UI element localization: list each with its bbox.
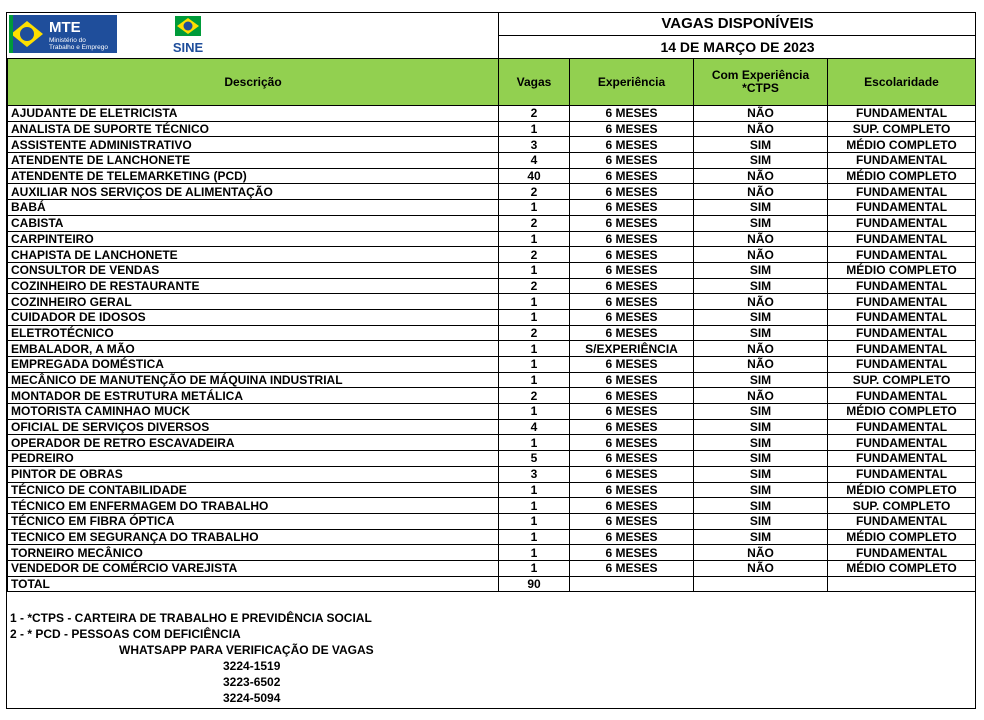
table-row	[8, 215, 976, 231]
cell-escolaridade: FUNDAMENTAL	[828, 545, 976, 561]
cell-descricao: TÉCNICO EM ENFERMAGEM DO TRABALHO	[8, 498, 499, 514]
cell-vagas: 2	[499, 247, 570, 263]
mte-logo-text: MTE	[49, 19, 81, 36]
cell-descricao: CHAPISTA DE LANCHONETE	[8, 247, 499, 263]
table-row	[8, 121, 976, 137]
sine-logo-text: SINE	[172, 40, 204, 55]
cell-escolaridade: FUNDAMENTAL	[828, 451, 976, 467]
cell-escolaridade: FUNDAMENTAL	[828, 106, 976, 122]
cell-vagas: 1	[499, 529, 570, 545]
mte-logo	[9, 15, 117, 53]
total-row	[8, 576, 976, 592]
cell-descricao: AUXILIAR NOS SERVIÇOS DE ALIMENTAÇÃO	[8, 184, 499, 200]
cell-experiencia: 6 MESES	[570, 153, 694, 169]
cell-ctps: SIM	[694, 482, 828, 498]
cell-experiencia: 6 MESES	[570, 294, 694, 310]
cell-descricao: COZINHEIRO DE RESTAURANTE	[8, 278, 499, 294]
cell-descricao: TECNICO EM SEGURANÇA DO TRABALHO	[8, 529, 499, 545]
table-body	[8, 106, 976, 577]
cell-vagas: 40	[499, 168, 570, 184]
col-header-descricao: Descrição	[8, 59, 499, 106]
cell-ctps: SIM	[694, 153, 828, 169]
cell-escolaridade: FUNDAMENTAL	[828, 435, 976, 451]
cell-experiencia: 6 MESES	[570, 560, 694, 576]
cell-vagas: 1	[499, 121, 570, 137]
table-row	[8, 560, 976, 576]
cell-descricao: TORNEIRO MECÂNICO	[8, 545, 499, 561]
cell-experiencia: 6 MESES	[570, 106, 694, 122]
cell-vagas: 1	[499, 498, 570, 514]
cell-escolaridade: MÉDIO COMPLETO	[828, 529, 976, 545]
cell-experiencia: S/EXPERIÊNCIA	[570, 341, 694, 357]
phone-1: 3224-1519	[223, 659, 281, 673]
table-row	[8, 466, 976, 482]
table-row	[8, 309, 976, 325]
cell-ctps: NÃO	[694, 388, 828, 404]
table-row	[8, 168, 976, 184]
cell-vagas: 2	[499, 184, 570, 200]
cell-experiencia: 6 MESES	[570, 451, 694, 467]
cell-escolaridade: FUNDAMENTAL	[828, 184, 976, 200]
cell-experiencia: 6 MESES	[570, 262, 694, 278]
table-row	[8, 372, 976, 388]
cell-experiencia: 6 MESES	[570, 357, 694, 373]
cell-vagas: 1	[499, 513, 570, 529]
cell-escolaridade: FUNDAMENTAL	[828, 309, 976, 325]
cell-experiencia: 6 MESES	[570, 435, 694, 451]
cell-escolaridade: FUNDAMENTAL	[828, 153, 976, 169]
cell-descricao: VENDEDOR DE COMÉRCIO VAREJISTA	[8, 560, 499, 576]
table-row	[8, 498, 976, 514]
cell-escolaridade: FUNDAMENTAL	[828, 357, 976, 373]
cell-vagas: 4	[499, 419, 570, 435]
cell-ctps: NÃO	[694, 184, 828, 200]
cell-vagas: 4	[499, 153, 570, 169]
table-row	[8, 419, 976, 435]
cell-ctps: SIM	[694, 278, 828, 294]
table-row	[8, 325, 976, 341]
logos-area	[7, 13, 498, 58]
table-row	[8, 231, 976, 247]
cell-escolaridade: FUNDAMENTAL	[828, 294, 976, 310]
mte-logo-sub1: Ministério do	[49, 37, 86, 44]
cell-experiencia: 6 MESES	[570, 247, 694, 263]
cell-ctps: SIM	[694, 262, 828, 278]
cell-escolaridade: MÉDIO COMPLETO	[828, 137, 976, 153]
cell-ctps: SIM	[694, 309, 828, 325]
table-row	[8, 435, 976, 451]
cell-experiencia: 6 MESES	[570, 121, 694, 137]
cell-descricao: CABISTA	[8, 215, 499, 231]
cell-descricao: OFICIAL DE SERVIÇOS DIVERSOS	[8, 419, 499, 435]
cell-escolaridade: MÉDIO COMPLETO	[828, 404, 976, 420]
cell-experiencia: 6 MESES	[570, 137, 694, 153]
table-row	[8, 482, 976, 498]
cell-escolaridade: FUNDAMENTAL	[828, 513, 976, 529]
cell-vagas: 3	[499, 137, 570, 153]
cell-escolaridade: SUP. COMPLETO	[828, 121, 976, 137]
cell-vagas: 1	[499, 482, 570, 498]
cell-escolaridade: FUNDAMENTAL	[828, 341, 976, 357]
total-label: TOTAL	[8, 576, 499, 592]
table-row	[8, 184, 976, 200]
cell-escolaridade: MÉDIO COMPLETO	[828, 560, 976, 576]
cell-experiencia: 6 MESES	[570, 168, 694, 184]
cell-experiencia: 6 MESES	[570, 200, 694, 216]
cell-descricao: MECÂNICO DE MANUTENÇÃO DE MÁQUINA INDUSTRIAL	[8, 372, 499, 388]
total-empty-cell	[694, 576, 828, 592]
cell-vagas: 1	[499, 341, 570, 357]
sheet-header	[7, 13, 975, 58]
whatsapp-label: WHATSAPP PARA VERIFICAÇÃO DE VAGAS	[119, 643, 374, 657]
cell-descricao: CARPINTEIRO	[8, 231, 499, 247]
table-row	[8, 200, 976, 216]
cell-ctps: SIM	[694, 404, 828, 420]
sine-logo	[163, 15, 213, 57]
cell-escolaridade: FUNDAMENTAL	[828, 247, 976, 263]
cell-vagas: 1	[499, 545, 570, 561]
cell-escolaridade: FUNDAMENTAL	[828, 466, 976, 482]
total-value: 90	[499, 576, 570, 592]
vacancy-table	[7, 58, 976, 592]
cell-experiencia: 6 MESES	[570, 278, 694, 294]
vacancy-sheet	[6, 12, 976, 709]
cell-vagas: 1	[499, 200, 570, 216]
cell-vagas: 1	[499, 435, 570, 451]
mte-logo-sub2: Trabalho e Emprego	[49, 44, 109, 51]
table-row	[8, 153, 976, 169]
cell-escolaridade: MÉDIO COMPLETO	[828, 482, 976, 498]
cell-descricao: BABÁ	[8, 200, 499, 216]
cell-vagas: 2	[499, 215, 570, 231]
cell-descricao: ASSISTENTE ADMINISTRATIVO	[8, 137, 499, 153]
cell-vagas: 5	[499, 451, 570, 467]
table-row	[8, 262, 976, 278]
table-row	[8, 545, 976, 561]
cell-ctps: NÃO	[694, 106, 828, 122]
cell-experiencia: 6 MESES	[570, 309, 694, 325]
cell-vagas: 1	[499, 560, 570, 576]
cell-descricao: TÉCNICO DE CONTABILIDADE	[8, 482, 499, 498]
cell-experiencia: 6 MESES	[570, 466, 694, 482]
cell-descricao: ELETROTÉCNICO	[8, 325, 499, 341]
cell-descricao: ATENDENTE DE LANCHONETE	[8, 153, 499, 169]
cell-experiencia: 6 MESES	[570, 498, 694, 514]
cell-experiencia: 6 MESES	[570, 513, 694, 529]
cell-ctps: NÃO	[694, 357, 828, 373]
table-row	[8, 106, 976, 122]
cell-ctps: NÃO	[694, 560, 828, 576]
table-header-row	[8, 59, 976, 106]
cell-descricao: EMPREGADA DOMÉSTICA	[8, 357, 499, 373]
cell-ctps: SIM	[694, 419, 828, 435]
cell-experiencia: 6 MESES	[570, 529, 694, 545]
cell-escolaridade: SUP. COMPLETO	[828, 498, 976, 514]
cell-ctps: SIM	[694, 435, 828, 451]
cell-descricao: TÉCNICO EM FIBRA ÓPTICA	[8, 513, 499, 529]
cell-ctps: SIM	[694, 215, 828, 231]
cell-escolaridade: FUNDAMENTAL	[828, 388, 976, 404]
cell-escolaridade: MÉDIO COMPLETO	[828, 262, 976, 278]
cell-ctps: SIM	[694, 137, 828, 153]
cell-vagas: 1	[499, 231, 570, 247]
table-row	[8, 404, 976, 420]
cell-vagas: 1	[499, 294, 570, 310]
cell-vagas: 3	[499, 466, 570, 482]
cell-ctps: SIM	[694, 513, 828, 529]
note-pcd: 2 - * PCD - PESSOAS COM DEFICIÊNCIA	[10, 627, 241, 641]
cell-ctps: NÃO	[694, 341, 828, 357]
cell-vagas: 2	[499, 278, 570, 294]
cell-escolaridade: FUNDAMENTAL	[828, 419, 976, 435]
cell-vagas: 2	[499, 106, 570, 122]
table-row	[8, 529, 976, 545]
cell-vagas: 2	[499, 388, 570, 404]
cell-ctps: SIM	[694, 372, 828, 388]
col-header-experiencia: Experiência	[570, 59, 694, 106]
cell-escolaridade: MÉDIO COMPLETO	[828, 168, 976, 184]
page-date: 14 DE MARÇO DE 2023	[498, 36, 976, 58]
cell-escolaridade: FUNDAMENTAL	[828, 215, 976, 231]
table-row	[8, 513, 976, 529]
cell-ctps: NÃO	[694, 545, 828, 561]
table-row	[8, 388, 976, 404]
cell-vagas: 1	[499, 404, 570, 420]
cell-experiencia: 6 MESES	[570, 372, 694, 388]
cell-descricao: MOTORISTA CAMINHAO MUCK	[8, 404, 499, 420]
cell-escolaridade: SUP. COMPLETO	[828, 372, 976, 388]
cell-ctps: SIM	[694, 200, 828, 216]
phone-3: 3224-5094	[223, 691, 281, 705]
col-header-escolaridade: Escolaridade	[828, 59, 976, 106]
cell-descricao: PINTOR DE OBRAS	[8, 466, 499, 482]
notes-section	[7, 610, 975, 706]
cell-escolaridade: FUNDAMENTAL	[828, 325, 976, 341]
cell-ctps: SIM	[694, 451, 828, 467]
cell-ctps: SIM	[694, 325, 828, 341]
cell-descricao: CONSULTOR DE VENDAS	[8, 262, 499, 278]
table-row	[8, 357, 976, 373]
table-row	[8, 278, 976, 294]
cell-vagas: 1	[499, 262, 570, 278]
cell-experiencia: 6 MESES	[570, 388, 694, 404]
cell-vagas: 1	[499, 357, 570, 373]
cell-ctps: SIM	[694, 529, 828, 545]
cell-ctps: NÃO	[694, 168, 828, 184]
cell-descricao: COZINHEIRO GERAL	[8, 294, 499, 310]
table-row	[8, 341, 976, 357]
cell-descricao: OPERADOR DE RETRO ESCAVADEIRA	[8, 435, 499, 451]
cell-experiencia: 6 MESES	[570, 184, 694, 200]
cell-escolaridade: FUNDAMENTAL	[828, 278, 976, 294]
cell-descricao: AJUDANTE DE ELETRICISTA	[8, 106, 499, 122]
table-row	[8, 137, 976, 153]
cell-descricao: ANALISTA DE SUPORTE TÉCNICO	[8, 121, 499, 137]
cell-descricao: ATENDENTE DE TELEMARKETING (PCD)	[8, 168, 499, 184]
cell-ctps: SIM	[694, 498, 828, 514]
cell-descricao: CUIDADOR DE IDOSOS	[8, 309, 499, 325]
phone-2: 3223-6502	[223, 675, 281, 689]
cell-escolaridade: FUNDAMENTAL	[828, 200, 976, 216]
cell-ctps: NÃO	[694, 121, 828, 137]
table-row	[8, 247, 976, 263]
cell-vagas: 1	[499, 309, 570, 325]
cell-vagas: 2	[499, 325, 570, 341]
total-empty-cell	[828, 576, 976, 592]
cell-experiencia: 6 MESES	[570, 231, 694, 247]
note-ctps: 1 - *CTPS - CARTEIRA DE TRABALHO E PREVIDÊNCIA SOCIAL	[10, 611, 372, 625]
cell-ctps: NÃO	[694, 231, 828, 247]
table-row	[8, 451, 976, 467]
cell-ctps: NÃO	[694, 247, 828, 263]
cell-experiencia: 6 MESES	[570, 545, 694, 561]
table-row	[8, 294, 976, 310]
cell-experiencia: 6 MESES	[570, 482, 694, 498]
col-header-vagas: Vagas	[499, 59, 570, 106]
col-header-ctps: Com Experiência *CTPS	[694, 59, 828, 106]
cell-experiencia: 6 MESES	[570, 325, 694, 341]
cell-experiencia: 6 MESES	[570, 215, 694, 231]
page-title: VAGAS DISPONÍVEIS	[498, 13, 976, 36]
cell-descricao: PEDREIRO	[8, 451, 499, 467]
cell-ctps: NÃO	[694, 294, 828, 310]
cell-ctps: SIM	[694, 466, 828, 482]
cell-vagas: 1	[499, 372, 570, 388]
cell-experiencia: 6 MESES	[570, 419, 694, 435]
cell-experiencia: 6 MESES	[570, 404, 694, 420]
cell-escolaridade: FUNDAMENTAL	[828, 231, 976, 247]
cell-descricao: MONTADOR DE ESTRUTURA METÁLICA	[8, 388, 499, 404]
total-empty-cell	[570, 576, 694, 592]
cell-descricao: EMBALADOR, A MÃO	[8, 341, 499, 357]
